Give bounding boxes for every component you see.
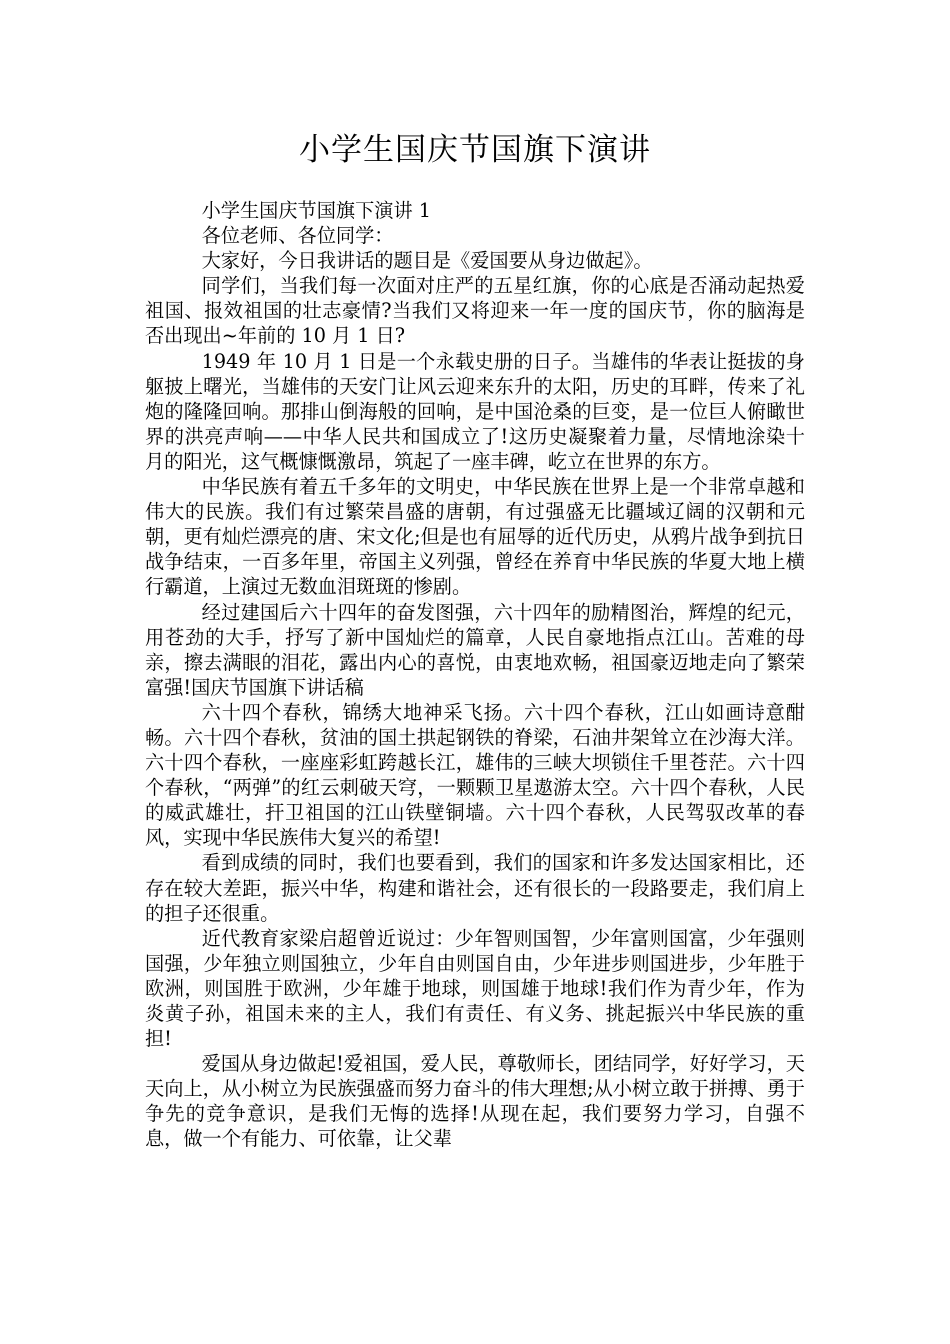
paragraph: 1949 年 10 月 1 日是一个永载史册的日子。当雄伟的华表让挺拔的身躯披上曙光，当雄伟的天安门让风云迎来东升的太阳，历史的耳畔，传来了礼炮的隆隆回响。那排山倒海般的回响，是中国沧桑的巨变，是一位巨人俯瞰世界的洪亮声响——中华人民共和国成立了!这历史凝聚着力量，尽情地涂染十月的阳光，这气概慷慨激昂，筑起了一座丰碑，屹立在世界的东方。	[145, 349, 805, 473]
paragraph: 六十四个春秋，锦绣大地神采飞扬。六十四个春秋，江山如画诗意酣畅。六十四个春秋，贫油的国土拱起钢铁的脊梁，石油井架耸立在沙海大洋。六十四个春秋，一座座彩虹跨越长江，雄伟的三峡大坝锁住千里苍茫。六十四个春秋，“两弹”的红云刺破天穹，一颗颗卫星遨游太空。六十四个春秋，人民的威武雄壮，扞卫祖国的江山铁壁铜墙。六十四个春秋，人民驾驭改革的春风，实现中华民族伟大复兴的希望!	[145, 700, 805, 850]
paragraph: 经过建国后六十四年的奋发图强，六十四年的励精图治，辉煌的纪元，用苍劲的大手，抒写了新中国灿烂的篇章，人民自豪地指点江山。苦难的母亲，擦去满眼的泪花，露出内心的喜悦，由衷地欢畅，祖国豪迈地走向了繁荣富强!国庆节国旗下讲话稿	[145, 600, 805, 699]
paragraph: 中华民族有着五千多年的文明史，中华民族在世界上是一个非常卓越和伟大的民族。我们有过繁荣昌盛的唐朝，有过强盛无比疆域辽阔的汉朝和元朝，更有灿烂漂亮的唐、宋文化;但是也有屈辱的近代历史，从鸦片战争到抗日战争结束，一百多年里，帝国主义列强，曾经在养育中华民族的华夏大地上横行霸道，上演过无数血泪斑斑的惨剧。	[145, 475, 805, 599]
paragraph: 看到成绩的同时，我们也要看到，我们的国家和许多发达国家相比，还存在较大差距，振兴中华，构建和谐社会，还有很长的一段路要走，我们肩上的担子还很重。	[145, 851, 805, 925]
paragraph: 爱国从身边做起!爱祖国，爱人民，尊敬师长，团结同学，好好学习，天天向上，从小树立为民族强盛而努力奋斗的伟大理想;从小树立敢于拼搏、勇于争先的竞争意识，是我们无悔的选择!从现在起，我们要努力学习，自强不息，做一个有能力、可依靠，让父辈	[145, 1052, 805, 1151]
paragraph: 同学们，当我们每一次面对庄严的五星红旗，你的心底是否涌动起热爱祖国、报效祖国的壮志豪情?当我们又将迎来一年一度的国庆节，你的脑海是否出现出~年前的 10 月 1 日?	[145, 274, 805, 348]
paragraph: 近代教育家梁启超曾近说过：少年智则国智，少年富则国富，少年强则国强，少年独立则国独立，少年自由则国自由，少年进步则国进步，少年胜于欧洲，则国胜于欧洲，少年雄于地球，则国雄于地球!我们作为青少年，作为炎黄子孙，祖国未来的主人，我们有责任、有义务、挑起振兴中华民族的重担!	[145, 926, 805, 1051]
paragraph: 各位老师、各位同学：	[201, 224, 394, 248]
paragraph: 大家好，今日我讲话的题目是《爱国要从身边做起》。	[201, 249, 653, 273]
document-body	[145, 198, 805, 1152]
paragraph: 小学生国庆节国旗下演讲 1	[201, 199, 431, 222]
document-title: 小学生国庆节国旗下演讲	[299, 132, 651, 168]
